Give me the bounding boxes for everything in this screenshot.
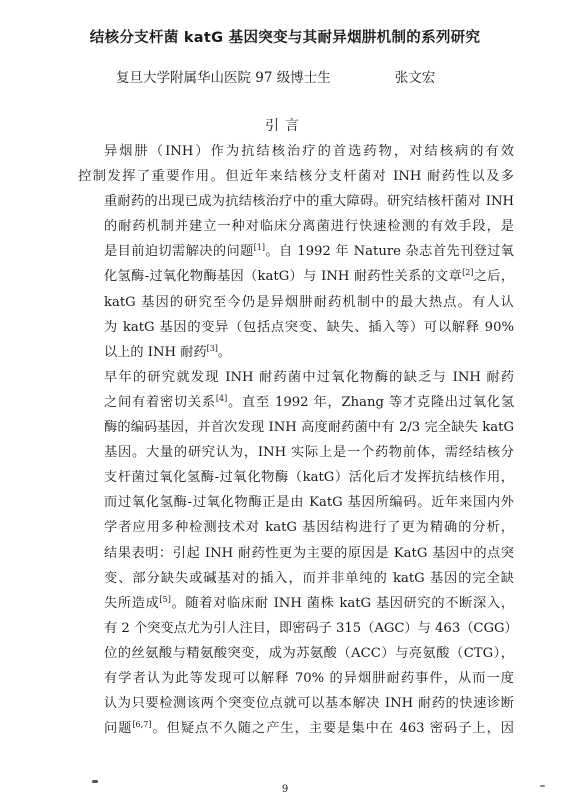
text-line: 重耐药的出现已成为抗结核治疗中的重大障碍。研究结核杆菌对 INH	[104, 194, 514, 210]
citation: [1]	[253, 243, 266, 253]
text-line: 以上的 INH 耐药[3]。	[104, 343, 232, 360]
author-name: 张文宏	[394, 70, 436, 86]
citation: [5]	[159, 594, 171, 604]
page-number: 9	[281, 784, 289, 795]
text-line: 是目前迫切需解决的问题[1]。自 1992 年 Nature 杂志首先刊登过氧	[104, 243, 514, 260]
text-line: 支杆菌过氧化氢酶-过氧化物酶（katG）活化后才发挥抗结核作用，	[104, 470, 514, 486]
text-line: 为 katG 基因的变异（包括点突变、缺失、插入等）可以解释 90%	[104, 319, 514, 335]
text-line: 结果表明：引起 INH 耐药性更为主要的原因是 KatG 基因中的点突	[104, 545, 514, 561]
text-line: 变、部分缺失或碱基对的插入，而并非单纯的 katG 基因的完全缺	[104, 570, 514, 586]
paragraph-2	[78, 365, 518, 741]
citation: [4]	[215, 393, 228, 403]
text-line: 位的丝氨酸与精氨酸突变，成为苏氨酸（ACC）与亮氨酸（CTG），	[104, 645, 514, 661]
text-line: 而过氧化氢酶-过氧化物酶正是由 KatG 基因所编码。近年来国内外	[104, 495, 514, 511]
citation: [6,7]	[132, 720, 152, 730]
text-line: 异烟肼（INH）作为抗结核治疗的首选药物，对结核病的有效	[104, 144, 514, 159]
text-line: 问题[6,7]。但疑点不久随之产生，主要是集中在 463 密码子上，因	[104, 720, 514, 737]
author-affiliation: 复旦大学附属华山医院 97 级博士生	[116, 70, 331, 86]
text-line: 化氢酶-过氧化物酶基因（katG）与 INH 耐药性关系的文章[2]之后，	[104, 268, 515, 285]
text-line: 有 2 个突变点尤为引人注目，即密码子 315（AGC）与 463（CGG）	[104, 620, 518, 636]
text-line: katG 基因的研究至今仍是异烟肼耐药机制中的最大热点。有人认	[104, 294, 514, 310]
paper-title: 结核分支杆菌 katG 基因突变与其耐异烟肼机制的系列研究	[89, 30, 481, 46]
paragraph-1	[78, 139, 514, 365]
body-text	[78, 139, 518, 741]
text-line: 失所造成[5]。随着对临床耐 INH 菌株 katG 基因研究的不断深入，	[104, 594, 515, 611]
citation: [3]	[206, 343, 218, 353]
citation: [2]	[462, 268, 474, 278]
text-line: 认为只要检测该两个突变位点就可以基本解决 INH 耐药的快速诊断	[104, 696, 514, 712]
scan-speck	[92, 780, 98, 783]
text-line: 早年的研究就发现 INH 耐药菌中过氧化物酶的缺乏与 INH 耐药	[104, 369, 514, 385]
byline	[116, 66, 476, 86]
text-line: 的耐药机制并建立一种对临床分离菌进行快速检测的有效手段，是	[104, 219, 514, 235]
text-line: 基因。大量的研究认为，INH 实际上是一个药物前体，需经结核分	[104, 445, 514, 461]
section-heading: 引言	[265, 118, 305, 134]
text-line: 酶的编码基因，并首次发现 INH 高度耐药菌中有 2/3 完全缺失 katG	[104, 420, 514, 436]
text-line: 学者应用多种检测技术对 katG 基因结构进行了更为精确的分析，	[104, 520, 514, 536]
text-line: 之间有着密切关系[4]。直至 1992 年，Zhang 等才克隆出过氧化氢	[104, 393, 515, 410]
text-line: 控制发挥了重要作用。但近年来结核分支杆菌对 INH 耐药性以及多	[78, 169, 514, 185]
text-line: 有学者认为此等发现可以解释 70% 的异烟肼耐药事件，从而一度	[104, 670, 514, 686]
